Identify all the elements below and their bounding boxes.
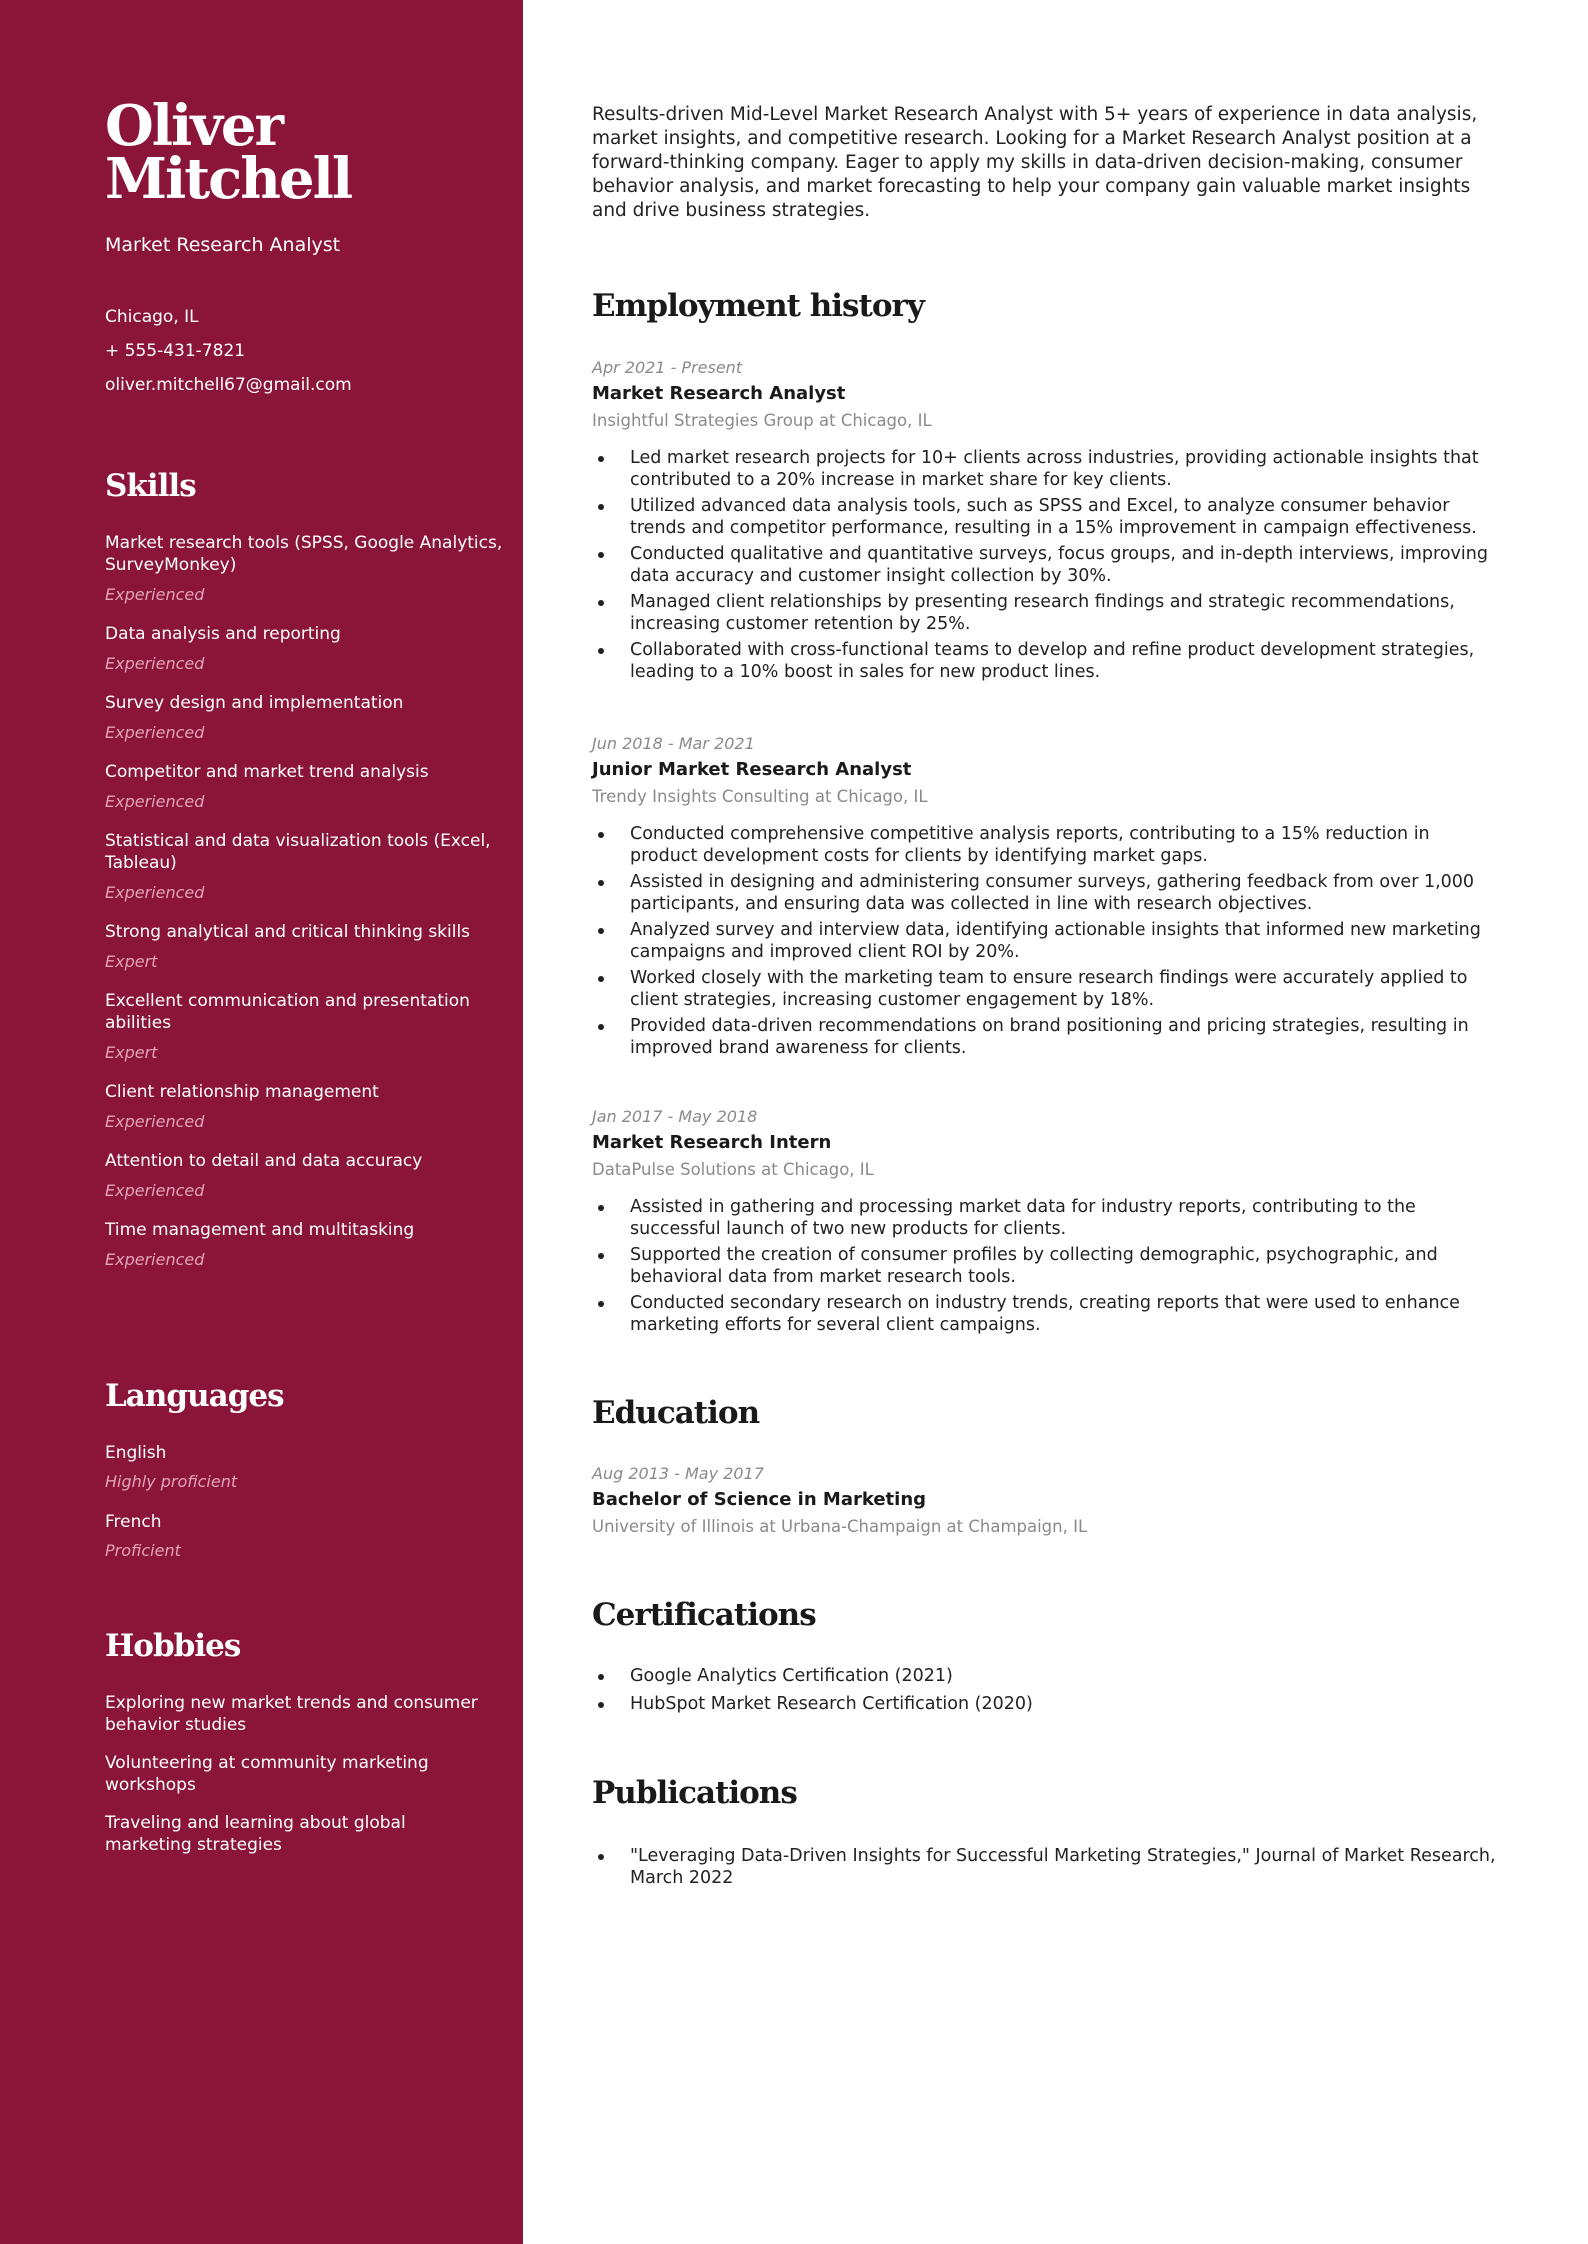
- bullet-icon: [598, 600, 604, 606]
- bullet-item: [592, 447, 1502, 491]
- skill-name: Market research tools (SPSS, Google Analytics, SurveyMonkey): [105, 533, 503, 575]
- skills-heading: Skills: [105, 468, 196, 504]
- skill-level: Experienced: [105, 585, 205, 604]
- publication-text: "Leveraging Data-Driven Insights for Successful Marketing Strategies," Journal of Market Research, March 2022: [630, 1846, 1496, 1888]
- skill-name: Client relationship management: [105, 1082, 379, 1102]
- professional-summary: Results-driven Mid-Level Market Research Analyst with 5+ years of experience in data analysis, market insights, and competitive research. Looking for a Market Research Analyst position at a forward-thinking company. Eager to apply my skills in data-driven decision-making, consumer behavior analysis, and market forecasting to help your company gain valuable market insights and drive business strategies.: [592, 104, 1478, 221]
- bullet-text: Collaborated with cross-functional teams to develop and refine product development strategies, leading to a 10% boost in sales for new product lines.: [630, 640, 1475, 682]
- bullet-item: [592, 919, 1502, 963]
- skill-level: Expert: [105, 1043, 158, 1062]
- skill-name: Survey design and implementation: [105, 693, 404, 713]
- job-title: Market Research Analyst: [105, 234, 341, 256]
- certification-item: [592, 1693, 1502, 1715]
- skill-name: Statistical and data visualization tools (Excel, Tableau): [105, 831, 491, 873]
- language-item: [105, 1442, 505, 1493]
- publication-item: [592, 1845, 1502, 1889]
- bullet-item: [592, 1196, 1502, 1240]
- contact-info: [105, 300, 352, 402]
- hobbies-section: [105, 1626, 495, 1872]
- sidebar: [0, 0, 523, 2244]
- job-dates: Apr 2021 - Present: [592, 358, 743, 377]
- bullet-icon: [598, 1253, 604, 1259]
- bullet-text: Conducted comprehensive competitive analysis reports, contributing to a 15% reduction in product development costs for clients by identifying market gaps.: [630, 824, 1430, 866]
- hobby-item: Traveling and learning about global marketing strategies: [105, 1813, 406, 1855]
- bullet-text: Provided data-driven recommendations on brand positioning and pricing strategies, resulting in improved brand awareness for clients.: [630, 1016, 1469, 1058]
- bullet-item: [592, 871, 1502, 915]
- bullet-text: Supported the creation of consumer profiles by collecting demographic, psychographic, and behavioral data from market research tools.: [630, 1245, 1438, 1287]
- skill-name: Excellent communication and presentation abilities: [105, 991, 470, 1033]
- language-level: Proficient: [105, 1541, 181, 1560]
- bullet-item: [592, 1015, 1502, 1059]
- hobby-item: Exploring new market trends and consumer behavior studies: [105, 1693, 478, 1735]
- certifications-heading: Certifications: [592, 1597, 816, 1633]
- job-bullets: [592, 447, 1502, 683]
- bullet-text: Managed client relationships by presenting research findings and strategic recommendations, increasing customer retention by 25%.: [630, 592, 1455, 634]
- job-bullets: [592, 1196, 1502, 1336]
- bullet-icon: [598, 648, 604, 654]
- skill-level: Expert: [105, 952, 158, 971]
- bullet-icon: [598, 1205, 604, 1211]
- skill-level: Experienced: [105, 883, 205, 902]
- skill-item: [105, 1081, 505, 1133]
- bullet-item: [592, 543, 1502, 587]
- bullet-icon: [598, 1024, 604, 1030]
- bullet-text: Assisted in gathering and processing market data for industry reports, contributing to the successful launch of two new products for clients.: [630, 1197, 1416, 1239]
- skill-level: Experienced: [105, 1112, 205, 1131]
- languages-section: [105, 1376, 505, 1580]
- bullet-item: [592, 1244, 1502, 1288]
- language-item: [105, 1511, 505, 1562]
- skill-item: [105, 623, 505, 675]
- job-bullets: [592, 823, 1502, 1059]
- bullet-text: Conducted secondary research on industry trends, creating reports that were used to enhance marketing efforts for several client campaigns.: [630, 1293, 1460, 1335]
- job-entry: [592, 357, 1502, 687]
- skill-name: Competitor and market trend analysis: [105, 762, 429, 782]
- certifications-list: [592, 1665, 1502, 1721]
- bullet-text: Worked closely with the marketing team to ensure research findings were accurately applied to client strategies, increasing customer engagement by 18%.: [630, 968, 1468, 1010]
- school: University of Illinois at Urbana-Champaign at Champaign, IL: [592, 1517, 1088, 1536]
- bullet-item: [592, 823, 1502, 867]
- job-company: Trendy Insights Consulting at Chicago, IL: [592, 787, 928, 806]
- skill-item: [105, 532, 505, 606]
- skill-item: [105, 761, 505, 813]
- skill-name: Data analysis and reporting: [105, 624, 341, 644]
- education-entry: [592, 1463, 1502, 1539]
- candidate-name: [105, 93, 505, 212]
- bullet-item: [592, 591, 1502, 635]
- skill-level: Experienced: [105, 723, 205, 742]
- bullet-icon: [598, 456, 604, 462]
- skill-item: [105, 1150, 505, 1202]
- job-entry: [592, 733, 1502, 1063]
- bullet-icon: [598, 504, 604, 510]
- employment-heading: Employment history: [592, 288, 924, 324]
- bullet-icon: [598, 552, 604, 558]
- email[interactable]: oliver.mitchell67@gmail.com: [105, 375, 352, 395]
- education-dates: Aug 2013 - May 2017: [592, 1464, 764, 1483]
- certification-text: Google Analytics Certification (2021): [630, 1666, 953, 1686]
- publications-list: [592, 1845, 1502, 1895]
- skill-item: [105, 990, 505, 1064]
- hobbies-heading: Hobbies: [105, 1628, 241, 1664]
- job-title: Market Research Analyst: [592, 383, 846, 404]
- skill-item: [105, 1219, 505, 1271]
- first-name: Oliver: [105, 93, 282, 159]
- job-company: Insightful Strategies Group at Chicago, IL: [592, 411, 932, 430]
- skill-name: Attention to detail and data accuracy: [105, 1151, 423, 1171]
- phone[interactable]: + 555-431-7821: [105, 341, 246, 361]
- skill-name: Time management and multitasking: [105, 1220, 415, 1240]
- skill-level: Experienced: [105, 1250, 205, 1269]
- job-title: Market Research Intern: [592, 1132, 832, 1153]
- bullet-icon: [598, 880, 604, 886]
- bullet-text: Led market research projects for 10+ clients across industries, providing actionable insights that contributed to a 20% increase in market share for key clients.: [630, 448, 1479, 490]
- bullet-text: Conducted qualitative and quantitative surveys, focus groups, and in-depth interviews, improving data accuracy and customer insight collection by 30%.: [630, 544, 1488, 586]
- language-name: English: [105, 1443, 167, 1463]
- certification-item: [592, 1665, 1502, 1687]
- languages-heading: Languages: [105, 1378, 284, 1414]
- bullet-icon: [598, 1854, 604, 1860]
- bullet-icon: [598, 832, 604, 838]
- bullet-icon: [598, 1301, 604, 1307]
- bullet-item: [592, 495, 1502, 539]
- skills-section: [105, 466, 505, 1288]
- certification-text: HubSpot Market Research Certification (2020): [630, 1694, 1033, 1714]
- bullet-icon: [598, 928, 604, 934]
- education-heading: Education: [592, 1395, 760, 1431]
- bullet-item: [592, 639, 1502, 683]
- skill-item: [105, 692, 505, 744]
- language-name: French: [105, 1512, 162, 1532]
- skill-level: Experienced: [105, 1181, 205, 1200]
- degree: Bachelor of Science in Marketing: [592, 1489, 927, 1510]
- bullet-icon: [598, 976, 604, 982]
- job-company: DataPulse Solutions at Chicago, IL: [592, 1160, 874, 1179]
- job-title: Junior Market Research Analyst: [592, 759, 912, 780]
- skill-item: [105, 830, 505, 904]
- bullet-item: [592, 967, 1502, 1011]
- hobby-item: Volunteering at community marketing workshops: [105, 1753, 429, 1795]
- bullet-item: [592, 1292, 1502, 1336]
- job-dates: Jan 2017 - May 2018: [592, 1107, 758, 1126]
- location: Chicago, IL: [105, 307, 199, 327]
- bullet-text: Utilized advanced data analysis tools, such as SPSS and Excel, to analyze consumer behavior trends and competitor performance, resulting in a 15% improvement in campaign effectiveness.: [630, 496, 1477, 538]
- skill-item: [105, 921, 505, 973]
- job-entry: [592, 1106, 1502, 1340]
- bullet-icon: [598, 1702, 604, 1708]
- bullet-text: Assisted in designing and administering consumer surveys, gathering feedback from over 1,000 participants, and ensuring data was collected in line with research objectives.: [630, 872, 1475, 914]
- bullet-icon: [598, 1674, 604, 1680]
- last-name: Mitchell: [105, 146, 352, 212]
- publications-heading: Publications: [592, 1775, 797, 1811]
- language-level: Highly proficient: [105, 1472, 238, 1491]
- skill-level: Experienced: [105, 654, 205, 673]
- skill-name: Strong analytical and critical thinking skills: [105, 922, 471, 942]
- job-dates: Jun 2018 - Mar 2021: [592, 734, 755, 753]
- bullet-text: Analyzed survey and interview data, identifying actionable insights that informed new marketing campaigns and improved client ROI by 20%.: [630, 920, 1481, 962]
- skill-level: Experienced: [105, 792, 205, 811]
